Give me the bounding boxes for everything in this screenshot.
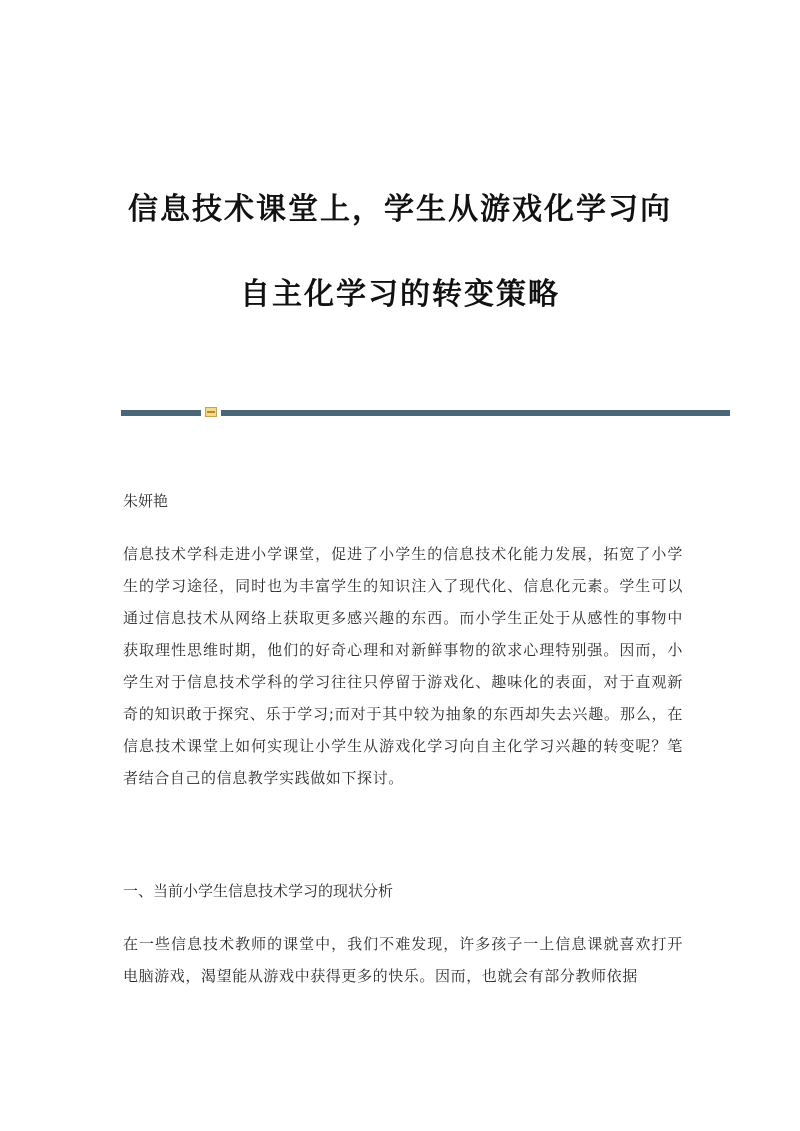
section-heading: 一、当前小学生信息技术学习的现状分析	[123, 882, 394, 900]
divider-bar-left	[121, 410, 201, 416]
divider-ornament-icon	[205, 407, 217, 417]
paragraph-intro: 信息技术学科走进小学课堂，促进了小学生的信息技术化能力发展，拓宽了小学生的学习途径，同时也为丰富学生的知识注入了现代化、信息化元素。学生可以通过信息技术从网络上获取更多感兴趣的东西。而小学生正处于从感性的事物中获取理性思维时期，他们的好奇心理和对新鲜事物的欲求心理特别强。因而，小学生对于信息技术学科的学习往往只停留于游戏化、趣味化的表面，对于直观新奇的知识敢于探究、乐于学习;而对于其中较为抽象的东西却失去兴趣。那么，在信息技术课堂上如何实现让小学生从游戏化学习向自主化学习兴趣的转变呢？笔者结合自己的信息教学实践做如下探讨。	[123, 545, 683, 787]
title-divider	[121, 407, 730, 417]
divider-bar-right	[221, 410, 730, 416]
document-title-line-2: 自主化学习的转变策略	[240, 277, 560, 312]
paragraph-section-1: 在一些信息技术教师的课堂中，我们不难发现，许多孩子一上信息课就喜欢打开电脑游戏，渴望能从游戏中获得更多的快乐。因而，也就会有部分教师依据	[123, 935, 683, 985]
author-name: 朱妍艳	[123, 492, 169, 510]
document-title-line-1: 信息技术课堂上，学生从游戏化学习向	[128, 192, 672, 227]
